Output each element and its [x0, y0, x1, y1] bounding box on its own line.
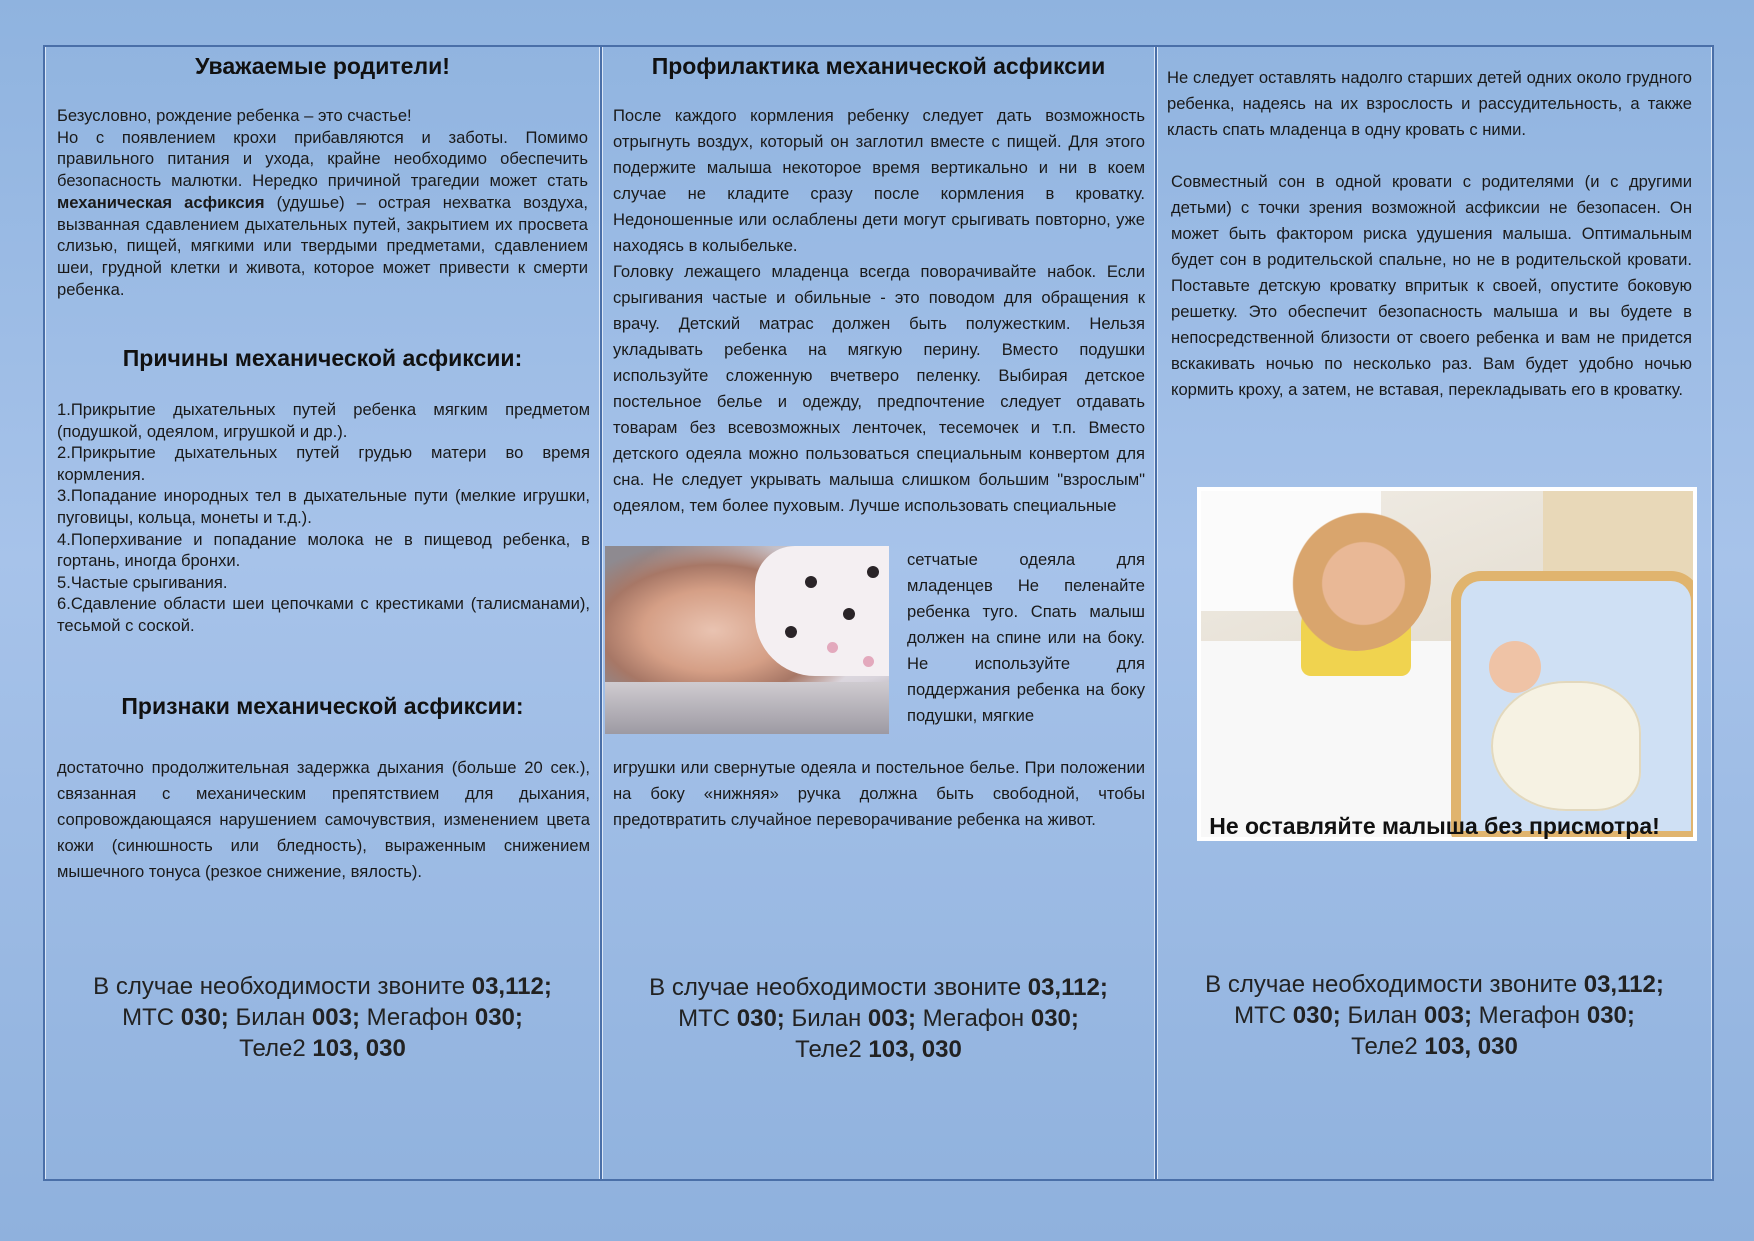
mother-baby-crib-photo	[1197, 487, 1697, 841]
contact-line-3: Теле2 103, 030	[795, 1036, 962, 1063]
cause-item: 6.Сдавление области шеи цепочками с крестиками (талисманами), тесьмой с соской.	[57, 594, 590, 635]
prevention-paragraph-2: Головку лежащего младенца всегда поворачивайте набок. Если срыгивания частые и обильные - это поводом для обращения к врачу. Детский матрас должен быть полужестким. Нельзя укладывать ребенка на мягкую перину. Вместо подушки используйте сложенную вчетверо пеленку. Выбирая детское постельное белье и одежду, предпочтение следует отдавать товарам без всевозможных ленточек, тесемочек и т.п. Вместо детского одеяла можно пользоваться специальным конвертом для сна. Не следует укрывать малыша слишком большим "взрослым" одеялом, тем более пуховым. Лучше использовать специальные	[613, 262, 1145, 515]
contact-line-2: МТС 030; Билан 003; Мегафон 030;	[1234, 1002, 1635, 1029]
prevention-paragraph-1: После каждого кормления ребенку следует дать возможность отрыгнуть воздух, который он заглотил вместе с пищей. Для этого подержите малыша некоторое время вертикально и ни в коем случае не кладите сразу после кормления в кроватку. Недоношенные или ослаблены дети могут срыгивать повторно, уже находясь в колыбельке.	[613, 106, 1145, 255]
contact-line-3: Теле2 103, 030	[1351, 1033, 1518, 1060]
causes-list	[57, 399, 590, 637]
intro-part-2: (удушье) – острая нехватка воздуха, вызванная сдавлением дыхательных путей, закрытием их просвета слизью, пищей, мягкими или твердыми предметами, сдавлением шеи, грудной клетки и живота, которое может привести к смерти ребенка.	[57, 192, 588, 299]
contact-block	[1157, 969, 1712, 1062]
brochure-frame	[43, 45, 1714, 1181]
contact-block	[602, 972, 1155, 1065]
mother-head-shape	[1281, 501, 1431, 651]
prevention-title: Профилактика механической асфиксии	[651, 53, 1106, 79]
cause-item: 1.Прикрытие дыхательных путей ребенка мягким предметом (подушкой, одеялом, игрушкой и др.).	[57, 400, 590, 441]
intro-text	[57, 105, 588, 300]
blanket-dot	[785, 626, 797, 638]
cause-item: 5.Частые срыгивания.	[57, 572, 228, 592]
baby-shape	[1491, 681, 1641, 811]
causes-title: Причины механической асфиксии:	[122, 345, 523, 371]
intro-paragraph	[57, 127, 588, 301]
signs-title: Признаки механической асфиксии:	[121, 693, 524, 719]
co-sleeping-text: Совместный сон в одной кровати с родителями (и с другими детьми) с точки зрения возможной асфиксии не безопасен. Он может быть фактором риска удушения малыша. Оптимальным будет сон в родительской спальне, но не в родительской кровати. Поставьте детскую кроватку впритык к своей, опустите боковую решетку. Это обеспечит безопасность малыша и вы будете в непосредственной близости от своего ребенка и вам не придется вскакивать ночью по несколько раз. Вам будет удобно ночью кормить кроху, а затем, не вставая, перекладывать его в кроватку.	[1171, 172, 1692, 399]
prevention-text	[613, 103, 1145, 519]
contact-line-1: В случае необходимости звоните 03,112;	[93, 973, 552, 1000]
contact-line-3: Теле2 103, 030	[239, 1035, 406, 1062]
supervision-warning: Не оставляйте малыша без присмотра!	[1209, 813, 1660, 839]
blanket-dot	[867, 566, 879, 578]
siblings-warning-text: Не следует оставлять надолго старших детей одних около грудного ребенка, надеясь на их взрослость и рассудительность, а также класть спать младенца в одну кровать с ними.	[1167, 68, 1692, 139]
intro-line-1: Безусловно, рождение ребенка – это счастье!	[57, 106, 412, 125]
blanket-dot	[827, 642, 838, 653]
contact-block	[45, 971, 600, 1064]
intro-highlight: механическая асфиксия	[57, 192, 265, 212]
intro-part-1: Но с появлением крохи прибавляются и заботы. Помимо правильного питания и ухода, крайне необходимо обеспечить безопасность малютки. Нередко причиной трагедии может стать	[57, 127, 588, 191]
contact-line-2: МТС 030; Билан 003; Мегафон 030;	[678, 1005, 1079, 1032]
baby-head-shape	[1489, 641, 1541, 693]
contact-line-1: В случае необходимости звоните 03,112;	[649, 974, 1108, 1001]
sleeping-baby-photo	[605, 546, 889, 734]
signs-text: достаточно продолжительная задержка дыхания (больше 20 сек.), связанная с механическим препятствием для дыхания, сопровождающаяся нарушением самочувствия, изменением цвета кожи (синюшность или бледность), выраженным снижением мышечного тонуса (резкое снижение, вялость).	[57, 758, 590, 881]
blanket-dot	[843, 608, 855, 620]
cause-item: 2.Прикрытие дыхательных путей грудью матери во время кормления.	[57, 443, 590, 484]
prevention-side-text: сетчатые одеяла для младенцев Не пеленайте ребенка туго. Спать малыш должен на спине или на боку. Не используйте для поддержания ребенка на боку подушки, мягкие	[907, 550, 1145, 725]
prevention-paragraph-3: игрушки или свернутые одеяла и постельное белье. При положении на боку «нижняя» ручка должна быть свободной, чтобы предотвратить случайное переворачивание ребенка на живот.	[613, 758, 1145, 829]
column-2	[602, 47, 1157, 1179]
column-3	[1157, 47, 1712, 1179]
blanket-dot	[805, 576, 817, 588]
cause-item: 3.Попадание инородных тел в дыхательные пути (мелкие игрушки, пуговицы, кольца, монеты и т.д.).	[57, 486, 590, 527]
blanket-dot	[863, 656, 874, 667]
bed-sheet	[605, 682, 889, 734]
greeting-title: Уважаемые родители!	[195, 53, 450, 79]
contact-line-2: МТС 030; Билан 003; Мегафон 030;	[122, 1004, 523, 1031]
cause-item: 4.Поперхивание и попадание молока не в пищевод ребенка, в гортань, иногда бронхи.	[57, 529, 590, 571]
contact-line-1: В случае необходимости звоните 03,112;	[1205, 971, 1664, 998]
column-1	[45, 47, 602, 1179]
